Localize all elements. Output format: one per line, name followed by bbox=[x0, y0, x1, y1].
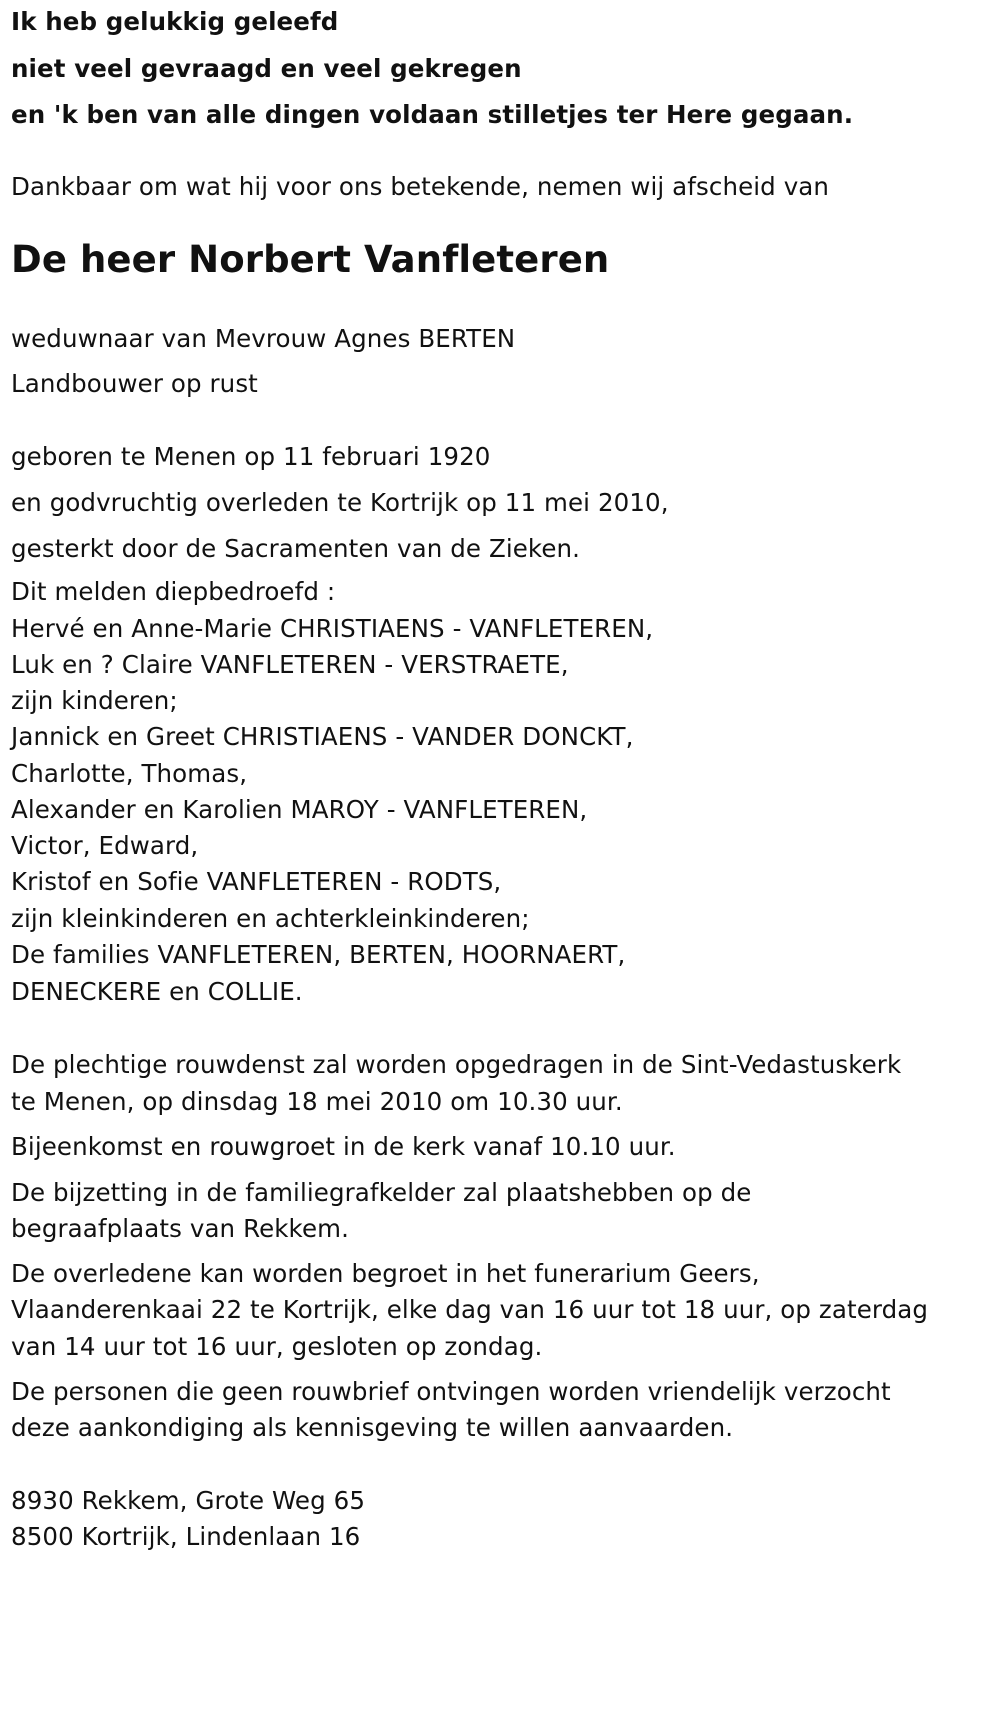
service-line: Bijeenkomst en rouwgroet in de kerk vanaf 10.10 uur. bbox=[11, 1132, 676, 1161]
deceased-name: De heer Norbert Vanfleteren bbox=[11, 238, 610, 281]
service-line: De personen die geen rouwbrief ontvingen worden vriendelijk verzocht bbox=[11, 1377, 891, 1406]
service-line: deze aankondiging als kennisgeving te willen aanvaarden. bbox=[11, 1413, 734, 1442]
life-dates-line: gesterkt door de Sacramenten van de Zieken. bbox=[11, 534, 581, 563]
mourners-line: zijn kleinkinderen en achterkleinkinderen; bbox=[11, 904, 530, 933]
service-line: De plechtige rouwdenst zal worden opgedragen in de Sint-Vedastuskerk bbox=[11, 1050, 902, 1079]
service-line: van 14 uur tot 16 uur, gesloten op zondag. bbox=[11, 1332, 543, 1361]
address-line: 8500 Kortrijk, Lindenlaan 16 bbox=[11, 1522, 361, 1551]
mourners-line: Victor, Edward, bbox=[11, 831, 199, 860]
service-line: De bijzetting in de familiegrafkelder zal plaatshebben op de bbox=[11, 1178, 752, 1207]
mourners-line: Dit melden diepbedroefd : bbox=[11, 577, 336, 606]
motto-line: en 'k ben van alle dingen voldaan stilletjes ter Here gegaan. bbox=[11, 100, 854, 129]
description-line: Landbouwer op rust bbox=[11, 369, 258, 398]
mourners-line: zijn kinderen; bbox=[11, 686, 178, 715]
mourners-line: Jannick en Greet CHRISTIAENS - VANDER DONCKT, bbox=[11, 722, 634, 751]
address-line: 8930 Rekkem, Grote Weg 65 bbox=[11, 1486, 366, 1515]
service-line: begraafplaats van Rekkem. bbox=[11, 1214, 349, 1243]
mourners-line: Alexander en Karolien MAROY - VANFLETEREN, bbox=[11, 795, 588, 824]
mourners-line: DENECKERE en COLLIE. bbox=[11, 977, 303, 1006]
mourners-line: Charlotte, Thomas, bbox=[11, 759, 248, 788]
motto-line: Ik heb gelukkig geleefd bbox=[11, 7, 339, 36]
life-dates-line: en godvruchtig overleden te Kortrijk op 11 mei 2010, bbox=[11, 488, 669, 517]
intro-text: Dankbaar om wat hij voor ons betekende, nemen wij afscheid van bbox=[11, 172, 830, 201]
mourners-line: Hervé en Anne-Marie CHRISTIAENS - VANFLETEREN, bbox=[11, 614, 654, 643]
service-line: Vlaanderenkaai 22 te Kortrijk, elke dag van 16 uur tot 18 uur, op zaterdag bbox=[11, 1295, 929, 1324]
service-line: De overledene kan worden begroet in het funerarium Geers, bbox=[11, 1259, 760, 1288]
mourners-line: Kristof en Sofie VANFLETEREN - RODTS, bbox=[11, 867, 502, 896]
motto-line: niet veel gevraagd en veel gekregen bbox=[11, 54, 522, 83]
description-line: weduwnaar van Mevrouw Agnes BERTEN bbox=[11, 324, 516, 353]
mourners-line: Luk en ? Claire VANFLETEREN - VERSTRAETE, bbox=[11, 650, 569, 679]
mourners-line: De families VANFLETEREN, BERTEN, HOORNAERT, bbox=[11, 940, 626, 969]
life-dates-line: geboren te Menen op 11 februari 1920 bbox=[11, 442, 491, 471]
service-line: te Menen, op dinsdag 18 mei 2010 om 10.30 uur. bbox=[11, 1087, 623, 1116]
